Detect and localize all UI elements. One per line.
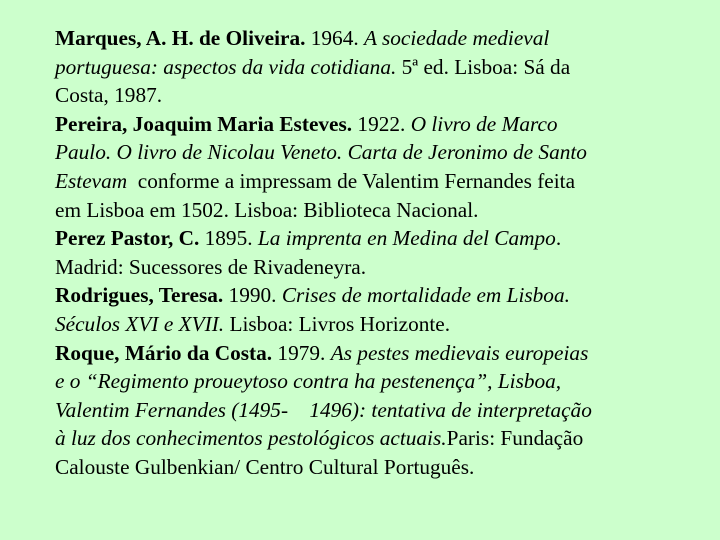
entry-line	[55, 453, 685, 482]
entry-line	[55, 167, 685, 196]
entry-title: à luz dos conhecimentos pestológicos actuais.	[55, 426, 447, 451]
entry-text: .	[555, 226, 562, 251]
bibliography-entry	[55, 110, 685, 224]
bibliography-entry	[55, 224, 685, 281]
entry-line	[55, 396, 685, 425]
bibliography-list	[55, 24, 685, 482]
entry-title: A sociedade medieval	[364, 26, 550, 50]
entry-text: 1990.	[223, 283, 282, 308]
entry-line	[55, 339, 685, 368]
entry-text: Lisboa: Livros Horizonte.	[224, 311, 451, 336]
entry-line	[55, 224, 685, 253]
entry-title: Crises de mortalidade em Lisboa.	[281, 283, 570, 308]
entry-title: Valentim Fernandes (1495- 1496): tentativa de interpretação	[55, 397, 592, 422]
entry-line	[55, 24, 685, 53]
entry-author: Perez Pastor, C.	[55, 226, 200, 251]
entry-title: Estevam	[55, 168, 128, 193]
entry-text: Calouste Gulbenkian/ Centro Cultural Português.	[55, 454, 475, 479]
entry-author: Pereira, Joaquim Maria Esteves.	[55, 111, 353, 136]
entry-text: Costa, 1987.	[55, 83, 163, 108]
entry-text: conforme a impressam de Valentim Fernandes feita	[127, 168, 576, 193]
entry-title: portuguesa: aspectos da vida cotidiana.	[55, 54, 397, 79]
bibliography-entry	[55, 281, 685, 338]
entry-text: 1964.	[305, 26, 365, 50]
entry-line	[55, 310, 685, 339]
entry-line	[55, 138, 685, 167]
entry-title: Séculos XVI e XVII.	[55, 311, 225, 336]
entry-text: 5ª ed. Lisboa: Sá da	[396, 54, 571, 79]
entry-title: Paulo. O livro de Nicolau Veneto. Carta de Jeronimo de Santo	[55, 140, 587, 165]
entry-line	[55, 110, 685, 139]
bibliography-entry	[55, 24, 685, 110]
entry-title: As pestes medievais europeias	[330, 340, 589, 365]
entry-line	[55, 196, 685, 225]
entry-title: O livro de Marco	[410, 111, 558, 136]
entry-text: Paris: Fundação	[446, 426, 584, 451]
entry-text: 1979.	[272, 340, 331, 365]
entry-line	[55, 424, 685, 453]
entry-line	[55, 81, 685, 110]
entry-author: Rodrigues, Teresa.	[55, 283, 224, 308]
entry-line	[55, 253, 685, 282]
entry-text: Madrid: Sucessores de Rivadeneyra.	[55, 254, 367, 279]
entry-author: Roque, Mário da Costa.	[55, 340, 273, 365]
entry-title: La imprenta en Medina del Campo	[257, 226, 556, 251]
entry-title: e o “Regimento proueytoso contra ha pestenença”, Lisboa,	[55, 369, 562, 394]
entry-line	[55, 367, 685, 396]
entry-text: 1895.	[199, 226, 258, 251]
entry-line	[55, 281, 685, 310]
entry-line	[55, 53, 685, 82]
bibliography-entry	[55, 339, 685, 482]
entry-text: 1922.	[352, 111, 411, 136]
entry-author: Marques, A. H. de Oliveira.	[55, 26, 306, 50]
entry-text: em Lisboa em 1502. Lisboa: Biblioteca Nacional.	[55, 197, 479, 222]
